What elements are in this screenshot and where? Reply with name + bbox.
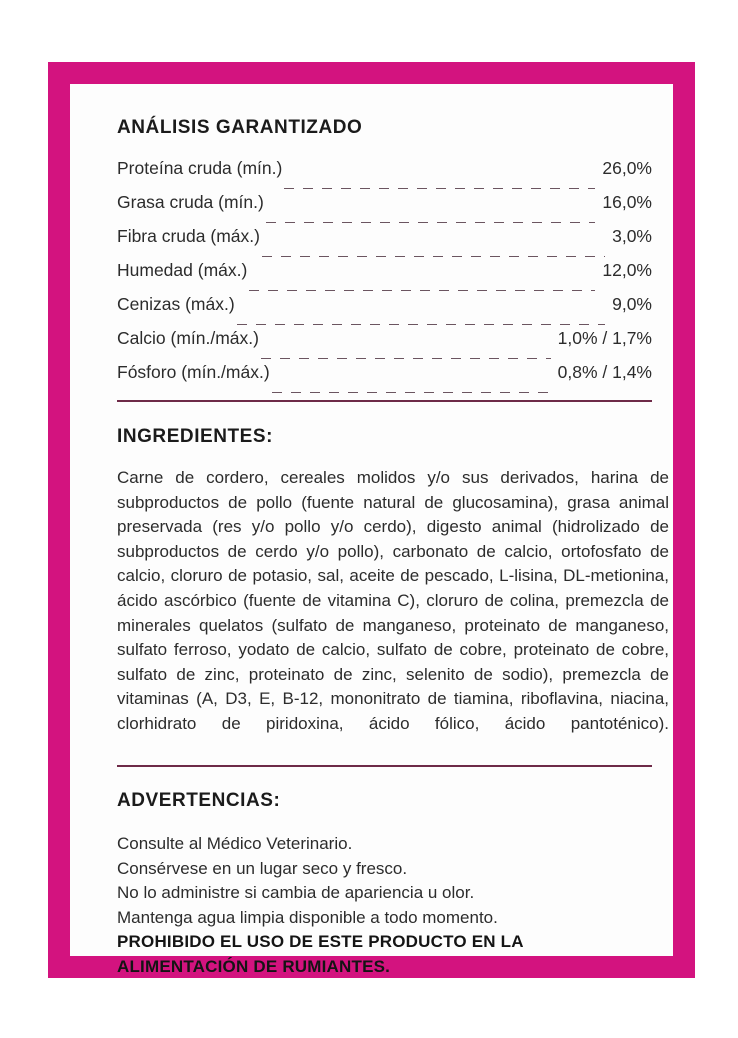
analysis-nutrient-label: Calcio (mín./máx.) [117, 328, 259, 348]
analysis-row [117, 158, 652, 192]
dotted-leader [284, 188, 595, 189]
dotted-leader [261, 358, 551, 359]
analysis-nutrient-label: Cenizas (máx.) [117, 294, 235, 314]
warning-line: Consulte al Médico Veterinario. [117, 834, 353, 853]
analysis-nutrient-value: 3,0% [612, 226, 652, 246]
ingredients-heading: INGREDIENTES: [117, 426, 273, 447]
warning-line: Mantenga agua limpia disponible a todo momento. [117, 907, 498, 927]
dotted-leader [266, 222, 596, 223]
warning-line-emphasis: ALIMENTACIÓN DE RUMIANTES. [117, 956, 391, 976]
analysis-nutrient-value: 0,8% / 1,4% [557, 362, 652, 382]
warning-line: Consérvese en un lugar seco y fresco. [117, 858, 408, 878]
analysis-nutrient-label: Proteína cruda (mín.) [117, 158, 283, 178]
analysis-nutrient-value: 9,0% [612, 294, 652, 314]
analysis-nutrient-label: Grasa cruda (mín.) [117, 192, 264, 212]
warnings-heading: ADVERTENCIAS: [117, 790, 281, 811]
analysis-nutrient-label: Fibra cruda (máx.) [117, 226, 260, 246]
warning-line: No lo administre si cambia de apariencia u olor. [117, 883, 475, 903]
analysis-nutrient-label: Fósforo (mín./máx.) [117, 362, 270, 382]
analysis-row [117, 362, 652, 396]
analysis-row [117, 328, 652, 362]
analysis-nutrient-label: Humedad (máx.) [117, 260, 248, 280]
analysis-row [117, 226, 652, 260]
dotted-leader [249, 290, 595, 291]
label-content-area [70, 84, 673, 976]
analysis-row [117, 260, 652, 294]
ingredients-text: Carne de cordero, cereales molidos y/o sus derivados, harina de subproductos de pollo (fuente natural de glucosamina), grasa animal preservada (res y/o pollo y/o cerdo), digesto animal (hidrolizado de subproductos de cerdo y/o pollo), carbonato de calcio, ortofosfato de calcio, cloruro de potasio, sal, aceite de pescado, L-lisina, DL-metionina, ácido ascórbico (fuente de vitamina C), cloruro de colina, premezcla de minerales quelatos (sulfato de manganeso, proteinato de manganeso, sulfato ferroso, yodato de calcio, sulfato de cobre, proteinato de cobre, sulfato de zinc, proteinato de zinc, selenito de sodio), premezcla de vitaminas (A, D3, E, B-12, mononitrato de tiamina, riboflavina, niacina, clorhidrato de piridoxina, ácido fólico, ácido pantoténico). [117, 468, 669, 733]
dotted-leader [237, 324, 605, 325]
guaranteed-analysis-heading: ANÁLISIS GARANTIZADO [117, 117, 363, 138]
warnings-list [117, 832, 669, 980]
analysis-nutrient-value: 1,0% / 1,7% [557, 328, 652, 348]
section-divider-warnings [117, 765, 652, 767]
section-divider-ingredients [117, 400, 652, 402]
analysis-row [117, 294, 652, 328]
warning-line-emphasis: PROHIBIDO EL USO DE ESTE PRODUCTO EN LA [117, 932, 524, 952]
dotted-leader [262, 256, 605, 257]
analysis-nutrient-value: 16,0% [602, 192, 652, 212]
guaranteed-analysis-table [117, 158, 652, 396]
dotted-leader [272, 392, 551, 393]
analysis-nutrient-value: 12,0% [602, 260, 652, 280]
analysis-row [117, 192, 652, 226]
pet-food-label-frame [48, 62, 695, 978]
analysis-nutrient-value: 26,0% [602, 158, 652, 178]
